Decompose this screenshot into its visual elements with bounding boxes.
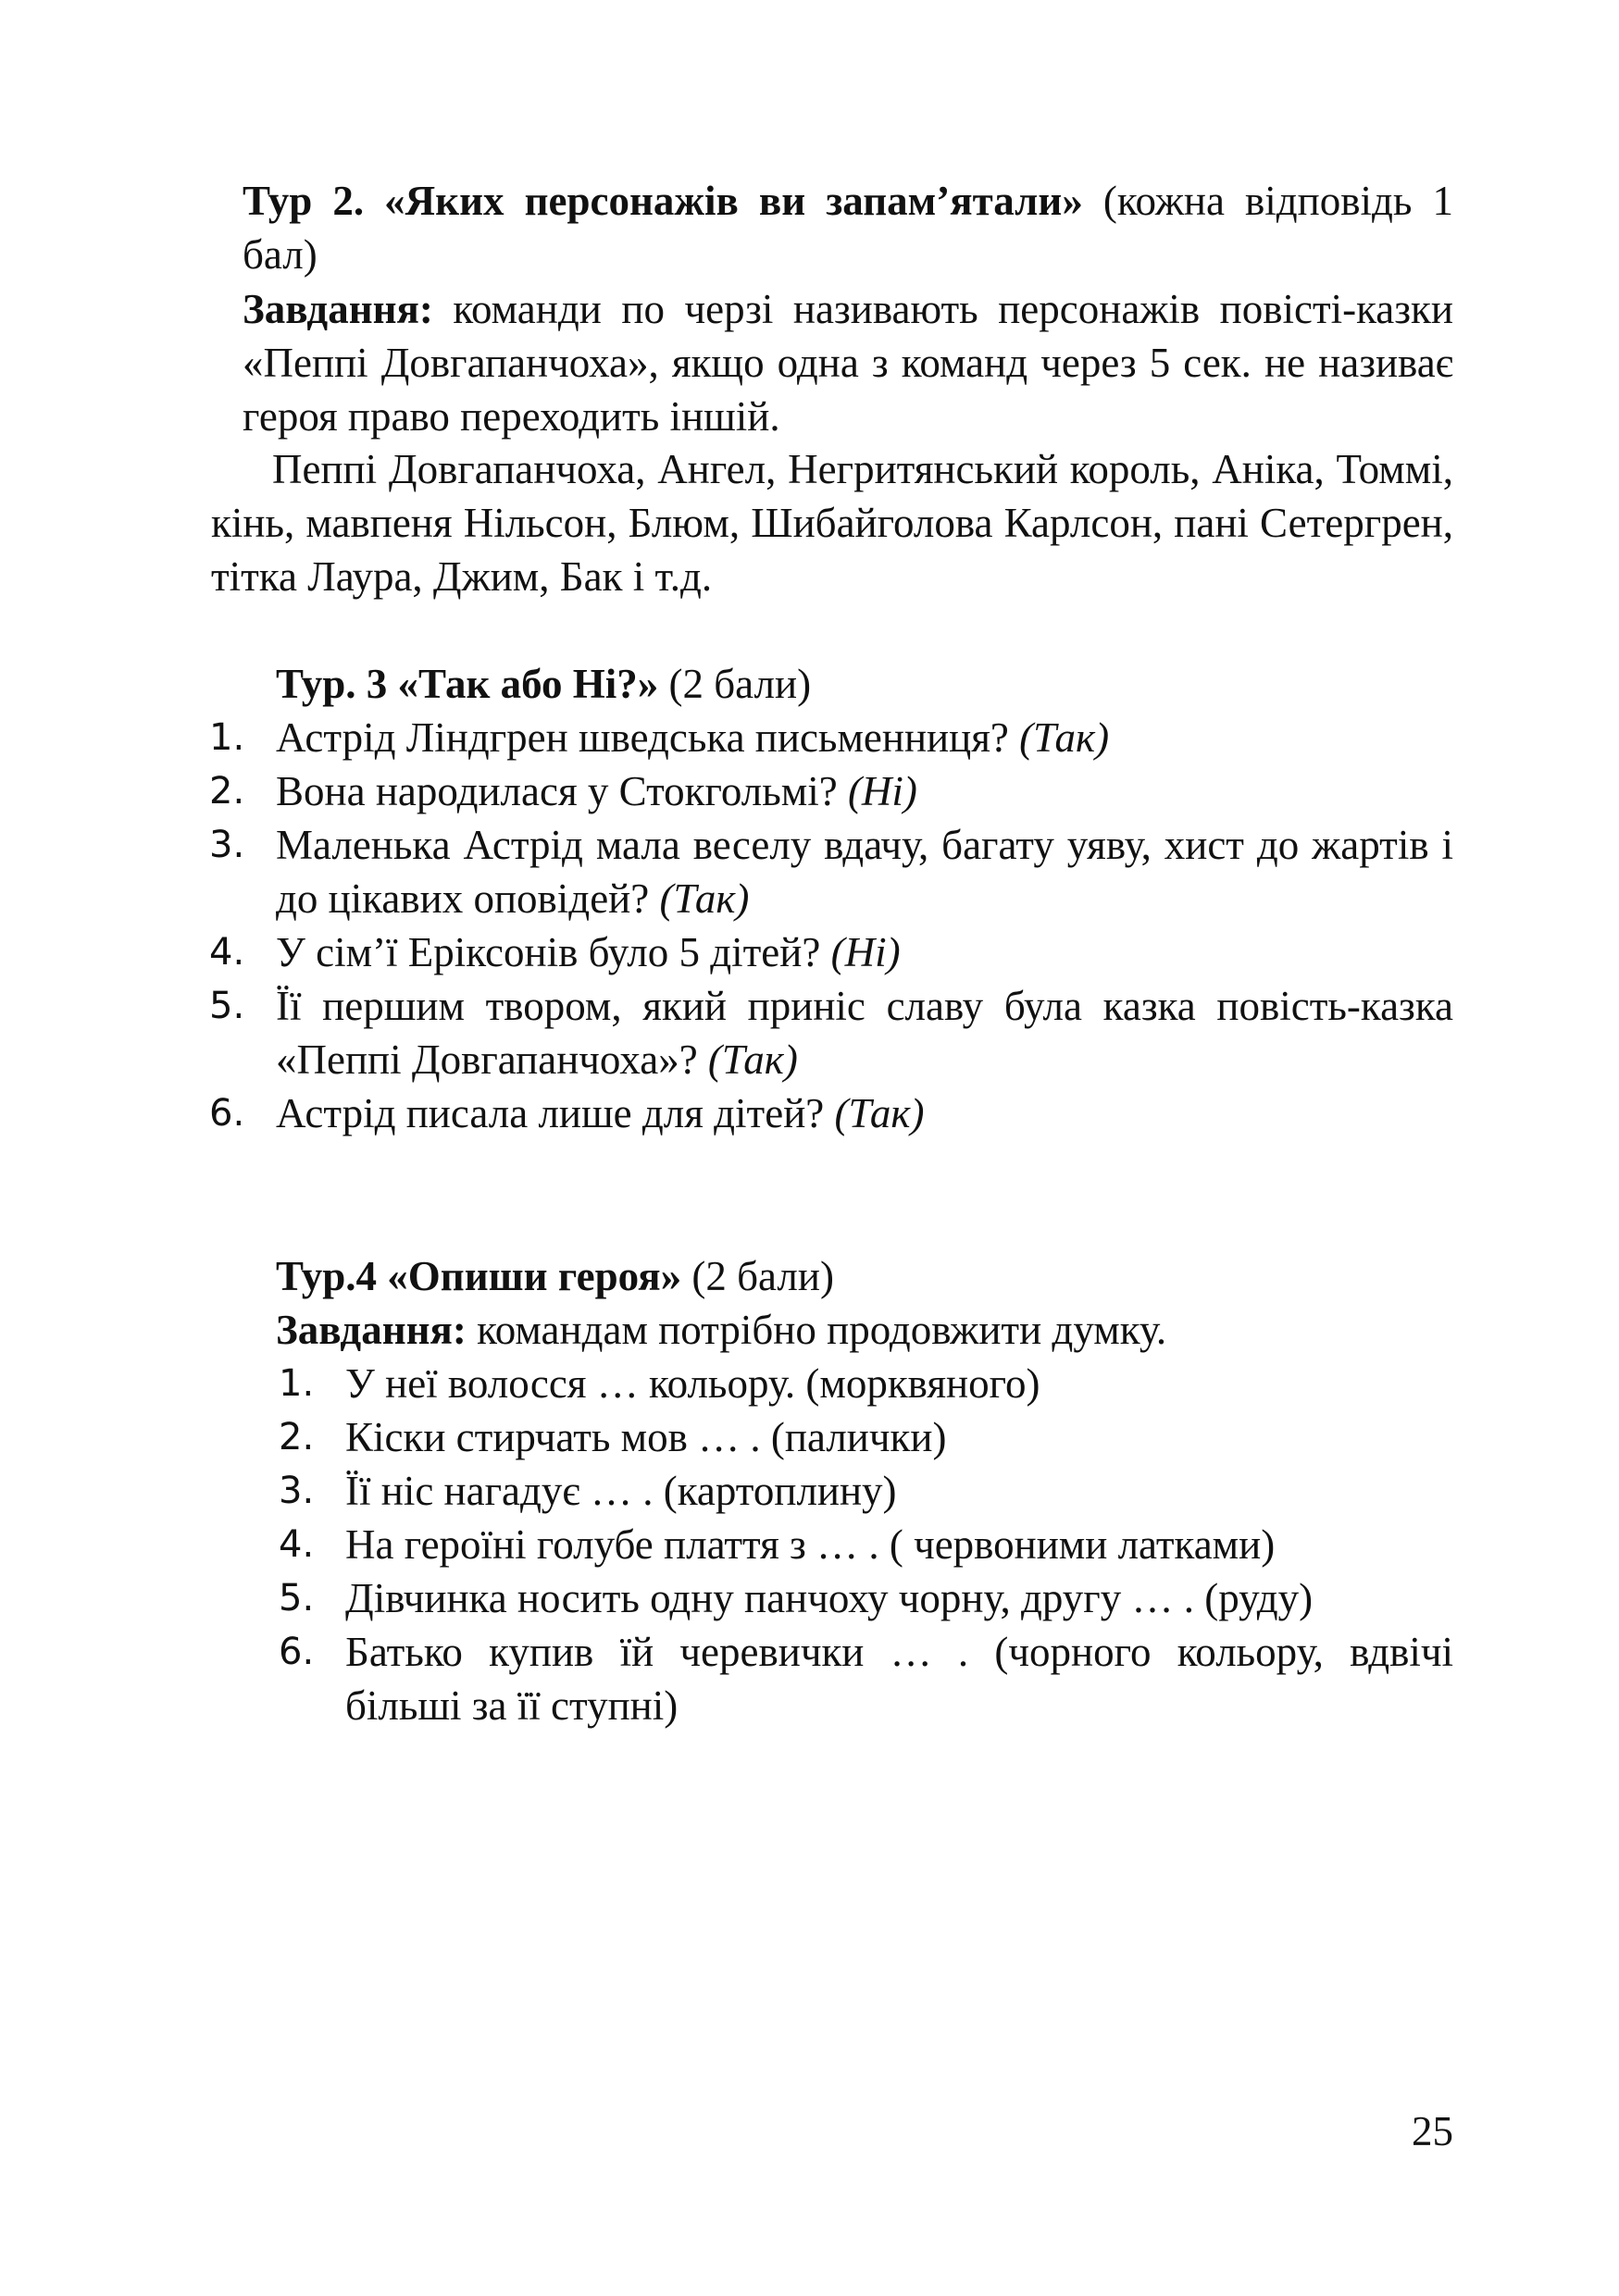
tour2-task-text: команди по черзі називають персонажів повісті-казки «Пеппі Довгапанчоха», якщо одна з команд через 5 сек. не називає героя право переходить іншій. <box>243 286 1453 440</box>
tour3-question-list <box>209 711 1453 1140</box>
item-number: 6. <box>209 1092 245 1135</box>
tour3-heading <box>276 657 1453 711</box>
question-answer: (Так) <box>834 1090 925 1136</box>
question-text: У сім’ї Еріксонів було 5 дітей? <box>276 929 831 975</box>
list-item <box>209 818 1453 925</box>
list-item <box>279 1357 1453 1410</box>
question-text: Астрід Ліндгрен шведська письменниця? <box>276 714 1020 761</box>
item-number: 5. <box>279 1577 315 1620</box>
tour2-note: (кожна відповідь 1 бал) <box>243 178 1453 278</box>
question-text: Астрід писала лише для дітей? <box>276 1090 835 1136</box>
list-item <box>209 925 1453 979</box>
tour4-task-label: Завдання: <box>276 1307 467 1353</box>
item-number: 3. <box>209 824 245 866</box>
item-text: Її ніс нагадує … . (картоплину) <box>345 1468 897 1514</box>
question-answer: (Так) <box>1019 714 1110 761</box>
item-number: 2. <box>279 1416 315 1458</box>
tour2-characters: Пеппі Довгапанчоха, Ангел, Негритянський король, Аніка, Томмі, кінь, мавпеня Нільсон, Блюм, Шибайголова Карлсон, пані Сетергрен, тітка Лаура, Джим, Бак і т.д. <box>211 446 1453 600</box>
item-number: 5. <box>209 985 245 1027</box>
list-item <box>209 1086 1453 1140</box>
list-item <box>209 979 1453 1086</box>
question-text: Вона народилася у Стокгольмі? <box>276 768 848 814</box>
tour4-task <box>276 1303 1453 1357</box>
item-number: 4. <box>209 931 245 974</box>
list-item <box>279 1518 1453 1571</box>
tour3-note: (2 бали) <box>658 661 812 707</box>
item-number: 6. <box>279 1631 315 1673</box>
item-text: На героїні голубе плаття з … . ( червоними латками) <box>345 1521 1276 1568</box>
question-answer: (Так) <box>659 875 750 922</box>
list-item <box>279 1464 1453 1518</box>
question-answer: (Ні) <box>847 768 917 814</box>
item-number: 2. <box>209 770 245 813</box>
tour4-item-list <box>279 1357 1453 1732</box>
list-item <box>209 764 1453 818</box>
list-item <box>279 1571 1453 1625</box>
question-text: Її першим твором, який приніс славу була казка повість-казка «Пеппі Довгапанчоха»? <box>276 983 1453 1083</box>
list-item <box>209 711 1453 764</box>
tour4-note: (2 бали) <box>681 1253 834 1299</box>
tour2-heading <box>243 174 1453 281</box>
list-item <box>279 1625 1453 1732</box>
item-number: 1. <box>279 1362 315 1405</box>
page-number: 25 <box>1412 2108 1453 2154</box>
item-text: Батько купив їй черевички … . (чорного кольору, вдвічі більші за її ступні) <box>345 1629 1453 1729</box>
item-number: 1. <box>209 716 245 759</box>
tour2-task-label: Завдання: <box>243 286 433 332</box>
question-text: Маленька Астрід мала веселу вдачу, багату уяву, хист до жартів і до цікавих оповідей? <box>276 822 1453 922</box>
question-answer: (Так) <box>707 1036 798 1083</box>
tour4-heading <box>276 1249 1453 1303</box>
item-text: Кіски стирчать мов … . (палички) <box>345 1414 947 1460</box>
item-number: 4. <box>279 1523 315 1566</box>
tour2-title: Тур 2. «Яких персонажів ви запам’ятали» <box>243 178 1083 224</box>
item-number: 3. <box>279 1470 315 1512</box>
tour4-title: Тур.4 «Опиши героя» <box>276 1253 682 1299</box>
item-text: У неї волосся … кольору. (морквяного) <box>345 1360 1040 1407</box>
list-item <box>279 1410 1453 1464</box>
question-answer: (Ні) <box>830 929 901 975</box>
tour2-task <box>243 282 1453 443</box>
tour4-task-text: командам потрібно продовжити думку. <box>466 1307 1167 1353</box>
item-text: Дівчинка носить одну панчоху чорну, другу … . (руду) <box>345 1575 1314 1621</box>
tour3-title: Тур. 3 «Так або Ні?» <box>276 661 659 707</box>
